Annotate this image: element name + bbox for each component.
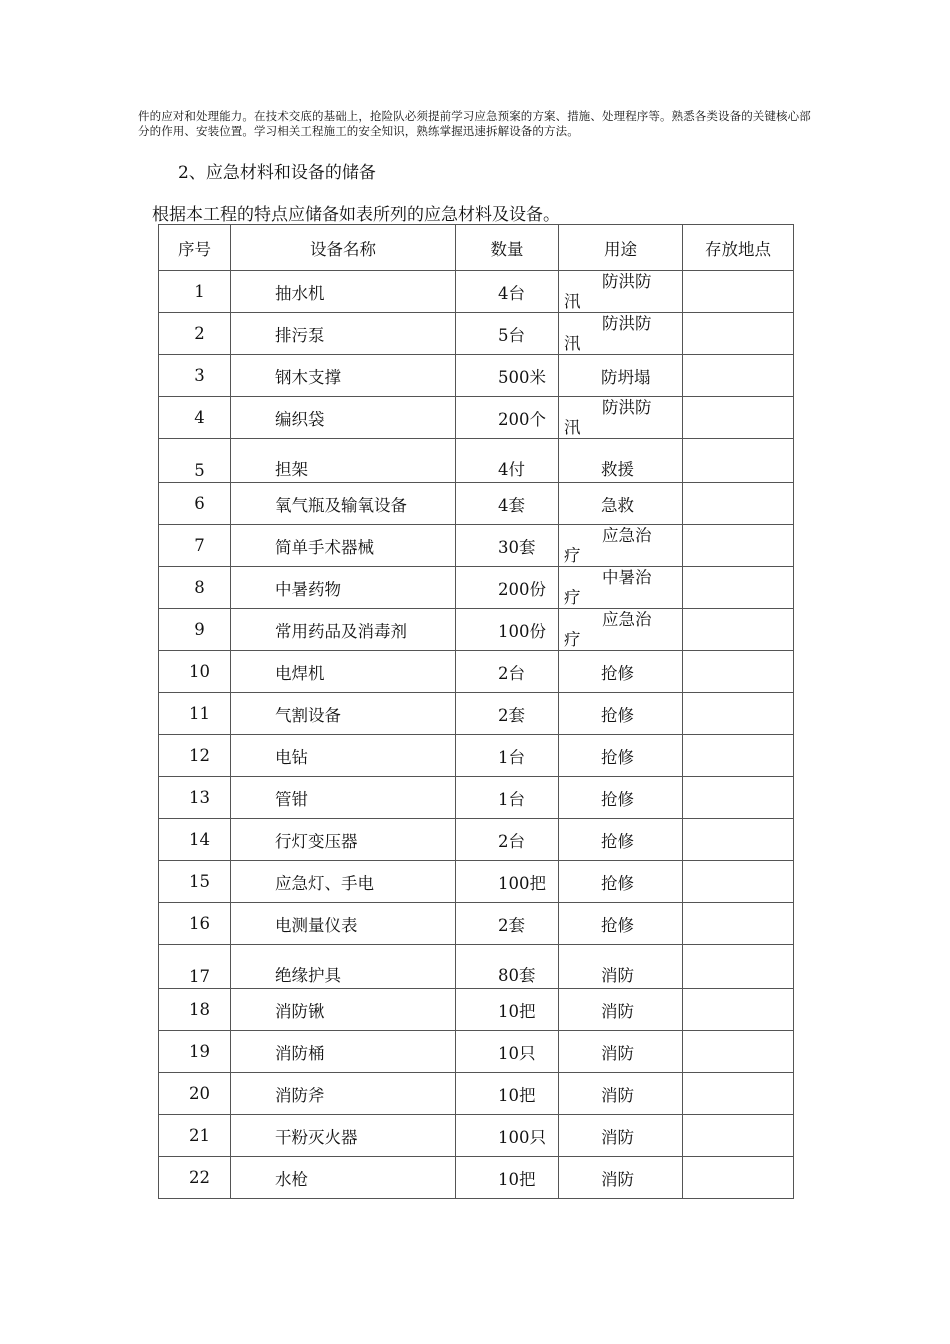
cell-qty: 10把	[456, 1157, 559, 1199]
cell-location	[683, 861, 794, 903]
cell-use	[559, 313, 683, 355]
table-row	[159, 355, 794, 397]
cell-no: 16	[159, 903, 231, 945]
cell-qty: 1台	[456, 735, 559, 777]
cell-use-text: 应急治疗	[564, 609, 652, 649]
cell-qty: 2台	[456, 819, 559, 861]
cell-name: 担架	[231, 439, 456, 483]
cell-use	[559, 271, 683, 313]
cell-location	[683, 1031, 794, 1073]
cell-name: 应急灯、手电	[231, 861, 456, 903]
cell-location	[683, 397, 794, 439]
cell-qty: 100份	[456, 609, 559, 651]
cell-use: 救援	[559, 439, 683, 483]
cell-location	[683, 1157, 794, 1199]
cell-location	[683, 989, 794, 1031]
cell-use: 抢修	[559, 777, 683, 819]
cell-qty: 2台	[456, 651, 559, 693]
table-body	[159, 271, 794, 1199]
cell-qty: 5台	[456, 313, 559, 355]
table-row	[159, 1073, 794, 1115]
cell-no: 20	[159, 1073, 231, 1115]
header-location: 存放地点	[683, 225, 794, 271]
table-row	[159, 397, 794, 439]
cell-no: 22	[159, 1157, 231, 1199]
cell-use: 抢修	[559, 693, 683, 735]
cell-no: 9	[159, 609, 231, 651]
cell-no: 13	[159, 777, 231, 819]
cell-location	[683, 777, 794, 819]
cell-qty: 1台	[456, 777, 559, 819]
table-row	[159, 313, 794, 355]
cell-no: 11	[159, 693, 231, 735]
cell-use: 消防	[559, 1115, 683, 1157]
cell-name: 消防斧	[231, 1073, 456, 1115]
cell-location	[683, 567, 794, 609]
cell-name: 行灯变压器	[231, 819, 456, 861]
cell-no: 12	[159, 735, 231, 777]
cell-use: 抢修	[559, 861, 683, 903]
cell-use: 消防	[559, 1073, 683, 1115]
cell-use: 抢修	[559, 903, 683, 945]
table-row	[159, 989, 794, 1031]
cell-name: 水枪	[231, 1157, 456, 1199]
lead-sentence: 根据本工程的特点应储备如表所列的应急材料及设备。	[152, 205, 560, 225]
cell-qty: 4付	[456, 439, 559, 483]
cell-qty: 100把	[456, 861, 559, 903]
cell-location	[683, 819, 794, 861]
cell-location	[683, 483, 794, 525]
cell-use	[559, 567, 683, 609]
cell-location	[683, 609, 794, 651]
cell-use	[559, 609, 683, 651]
cell-name: 管钳	[231, 777, 456, 819]
cell-qty: 30套	[456, 525, 559, 567]
cell-use: 急救	[559, 483, 683, 525]
cell-use: 抢修	[559, 735, 683, 777]
cell-name: 消防锹	[231, 989, 456, 1031]
cell-qty: 200个	[456, 397, 559, 439]
cell-name: 抽水机	[231, 271, 456, 313]
cell-use: 防坍塌	[559, 355, 683, 397]
cell-name: 气割设备	[231, 693, 456, 735]
cell-use: 消防	[559, 989, 683, 1031]
equipment-table	[158, 224, 794, 1199]
cell-no: 15	[159, 861, 231, 903]
cell-qty: 10把	[456, 1073, 559, 1115]
cell-use-text: 中暑治疗	[564, 567, 652, 607]
cell-qty: 200份	[456, 567, 559, 609]
cell-name: 干粉灭火器	[231, 1115, 456, 1157]
header-name: 设备名称	[231, 225, 456, 271]
cell-qty: 2套	[456, 903, 559, 945]
table-row	[159, 271, 794, 313]
cell-name: 中暑药物	[231, 567, 456, 609]
cell-location	[683, 439, 794, 483]
cell-location	[683, 693, 794, 735]
table-row	[159, 1115, 794, 1157]
table-row	[159, 819, 794, 861]
table-row	[159, 861, 794, 903]
cell-use-text: 防洪防汛	[564, 313, 652, 353]
table-row	[159, 651, 794, 693]
cell-no: 7	[159, 525, 231, 567]
cell-location	[683, 355, 794, 397]
cell-name: 氧气瓶及输氧设备	[231, 483, 456, 525]
cell-location	[683, 651, 794, 693]
cell-no: 6	[159, 483, 231, 525]
cell-use: 抢修	[559, 819, 683, 861]
cell-qty: 4台	[456, 271, 559, 313]
cell-no: 3	[159, 355, 231, 397]
cell-name: 常用药品及消毒剂	[231, 609, 456, 651]
cell-qty: 100只	[456, 1115, 559, 1157]
cell-name: 电测量仪表	[231, 903, 456, 945]
cell-location	[683, 525, 794, 567]
cell-qty: 2套	[456, 693, 559, 735]
cell-location	[683, 945, 794, 989]
cell-location	[683, 313, 794, 355]
cell-use	[559, 525, 683, 567]
table-row	[159, 1031, 794, 1073]
table-row	[159, 735, 794, 777]
header-no: 序号	[159, 225, 231, 271]
table-row	[159, 567, 794, 609]
cell-name: 电焊机	[231, 651, 456, 693]
table-row	[159, 525, 794, 567]
cell-use-text: 应急治疗	[564, 525, 652, 565]
cell-no: 19	[159, 1031, 231, 1073]
cell-qty: 10只	[456, 1031, 559, 1073]
cell-name: 编织袋	[231, 397, 456, 439]
section-heading: 2、应急材料和设备的储备	[178, 163, 376, 183]
table-row	[159, 693, 794, 735]
table-row	[159, 439, 794, 483]
cell-qty: 4套	[456, 483, 559, 525]
cell-qty: 80套	[456, 945, 559, 989]
cell-no: 4	[159, 397, 231, 439]
cell-name: 绝缘护具	[231, 945, 456, 989]
cell-no: 1	[159, 271, 231, 313]
cell-no: 14	[159, 819, 231, 861]
cell-name: 消防桶	[231, 1031, 456, 1073]
cell-use: 消防	[559, 1157, 683, 1199]
cell-no: 21	[159, 1115, 231, 1157]
cell-no: 17	[159, 945, 231, 989]
cell-qty: 10把	[456, 989, 559, 1031]
cell-location	[683, 271, 794, 313]
cell-use: 消防	[559, 1031, 683, 1073]
table-row	[159, 483, 794, 525]
cell-no: 18	[159, 989, 231, 1031]
cell-use-text: 防洪防汛	[564, 271, 652, 311]
cell-location	[683, 1115, 794, 1157]
header-qty: 数量	[456, 225, 559, 271]
cell-use-text: 防洪防汛	[564, 397, 652, 437]
cell-no: 10	[159, 651, 231, 693]
cell-location	[683, 1073, 794, 1115]
cell-use	[559, 397, 683, 439]
cell-no: 5	[159, 439, 231, 483]
cell-name: 排污泵	[231, 313, 456, 355]
cell-name: 电钻	[231, 735, 456, 777]
table-row	[159, 903, 794, 945]
cell-name: 钢木支撑	[231, 355, 456, 397]
cell-name: 简单手术器械	[231, 525, 456, 567]
table-row	[159, 609, 794, 651]
cell-location	[683, 735, 794, 777]
table-row	[159, 1157, 794, 1199]
cell-use: 消防	[559, 945, 683, 989]
cell-use: 抢修	[559, 651, 683, 693]
intro-paragraph: 件的应对和处理能力。在技术交底的基础上，抢险队必须提前学习应急预案的方案、措施、处理程序等。熟悉各类设备的关键核心部分的作用、安装位置。学习相关工程施工的安全知识，熟练掌握迅速拆解设备的方法。	[138, 109, 811, 138]
cell-location	[683, 903, 794, 945]
table-row	[159, 777, 794, 819]
cell-qty: 500米	[456, 355, 559, 397]
header-use: 用途	[559, 225, 683, 271]
cell-no: 2	[159, 313, 231, 355]
table-row	[159, 945, 794, 989]
cell-no: 8	[159, 567, 231, 609]
table-header-row	[159, 225, 794, 271]
